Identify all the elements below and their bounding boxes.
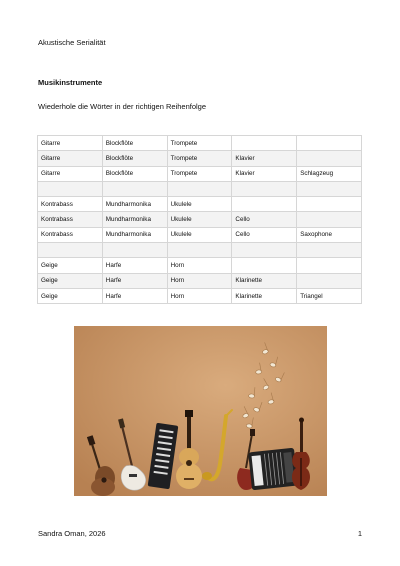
instruction-text: Wiederhole die Wörter in der richtigen Reihenfolge — [38, 102, 207, 111]
table-cell: Kontrabass — [38, 227, 103, 242]
table-cell — [232, 258, 297, 273]
table-cell — [297, 258, 362, 273]
table-cell: Geige — [38, 258, 103, 273]
table-row — [38, 212, 362, 227]
footer-author: Sandra Oman, 2026 — [38, 529, 106, 538]
table-row — [38, 227, 362, 242]
page-number: 1 — [357, 529, 362, 538]
table-cell — [232, 197, 297, 212]
table-cell: Harfe — [102, 273, 167, 288]
table-cell: Saxophone — [297, 227, 362, 242]
table-cell: Klavier — [232, 166, 297, 181]
table-cell: Kontrabass — [38, 197, 103, 212]
table-cell — [102, 243, 167, 258]
table-cell: Gitarre — [38, 136, 103, 151]
table-cell: Schlagzeug — [297, 166, 362, 181]
table-cell: Gitarre — [38, 166, 103, 181]
table-cell: Harfe — [102, 258, 167, 273]
table-row — [38, 243, 362, 258]
table-cell: Harfe — [102, 288, 167, 303]
table-row — [38, 181, 362, 196]
table-cell: Klarinette — [232, 273, 297, 288]
table-cell: Trompete — [167, 136, 232, 151]
table-row — [38, 288, 362, 303]
table-row — [38, 166, 362, 181]
table-cell — [297, 136, 362, 151]
table-cell: Ukulele — [167, 212, 232, 227]
accordion-icon — [248, 448, 298, 491]
table-cell: Cello — [232, 227, 297, 242]
table-cell — [297, 273, 362, 288]
table-cell: Blockflöte — [102, 151, 167, 166]
table-cell — [38, 181, 103, 196]
table-cell — [167, 243, 232, 258]
table-cell: Geige — [38, 273, 103, 288]
table-cell: Horn — [167, 288, 232, 303]
table-cell: Cello — [232, 212, 297, 227]
word-sequence-table — [37, 135, 362, 304]
table-row — [38, 136, 362, 151]
table-cell: Blockflöte — [102, 136, 167, 151]
table-row — [38, 151, 362, 166]
table-cell — [297, 212, 362, 227]
table-cell: Mundharmonika — [102, 197, 167, 212]
table-cell: Kontrabass — [38, 212, 103, 227]
table-cell — [297, 181, 362, 196]
section-title: Musikinstrumente — [38, 78, 103, 87]
table-cell — [297, 151, 362, 166]
table-cell — [232, 136, 297, 151]
table-cell — [102, 181, 167, 196]
table-cell: Ukulele — [167, 227, 232, 242]
table-cell — [232, 243, 297, 258]
table-cell — [297, 197, 362, 212]
table-cell: Klavier — [232, 151, 297, 166]
table-cell: Blockflöte — [102, 166, 167, 181]
instruments-photo — [74, 326, 327, 496]
table-cell — [297, 243, 362, 258]
table-cell: Mundharmonika — [102, 212, 167, 227]
table-cell — [167, 181, 232, 196]
table-cell: Triangel — [297, 288, 362, 303]
table-cell: Ukulele — [167, 197, 232, 212]
instruments-illustration — [74, 326, 327, 496]
table-row — [38, 258, 362, 273]
table-cell — [232, 181, 297, 196]
table-cell: Geige — [38, 288, 103, 303]
table-row — [38, 197, 362, 212]
table-cell: Horn — [167, 258, 232, 273]
table-cell — [38, 243, 103, 258]
table-cell: Horn — [167, 273, 232, 288]
table-row — [38, 273, 362, 288]
table-cell: Trompete — [167, 166, 232, 181]
table-cell: Klarinette — [232, 288, 297, 303]
document-header: Akustische Serialität — [38, 38, 106, 47]
table-cell: Gitarre — [38, 151, 103, 166]
table-cell: Trompete — [167, 151, 232, 166]
table-cell: Mundharmonika — [102, 227, 167, 242]
